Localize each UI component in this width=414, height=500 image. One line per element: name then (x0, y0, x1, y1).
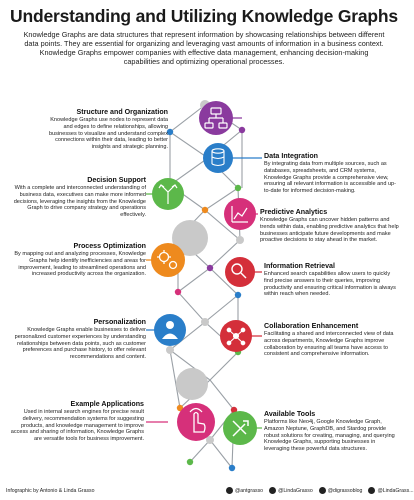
intro-paragraph: Knowledge Graphs are data structures that represent information by showcasing relationships between different data points. They are essential for organizing and leveraging vast amounts of information in a business context. Knowledge Graphs empower companies with effective data management, enhancing decision-making capabilities and optimizing operational processes. (23, 30, 385, 66)
section-title: Data Integration (264, 152, 318, 160)
handle-text: @LindaGrasso (278, 487, 313, 494)
node-integration (203, 143, 233, 173)
node-personalization (154, 314, 186, 346)
instagram-icon (269, 487, 276, 494)
handle-text: @LindaGrass... (377, 487, 414, 494)
page-title: Understanding and Utilizing Knowledge Graphs (10, 6, 398, 26)
section-title: Structure and Organization (76, 108, 168, 116)
section-title: Available Tools (264, 410, 316, 418)
section-tools (264, 410, 400, 452)
section-text: Enhanced search capabilities allow users to quickly find precise answers to their queries, improving productivity and ensuring critical information is always within reach when needed. (264, 271, 396, 298)
handle-text: @antgrasso (235, 487, 264, 494)
section-text: Used in internal search engines for precise result delivery, recommendation systems for suggesting products, and knowledge management to improve access and sharing of information, Knowledge Graphs are versatile tools for business improvement. (10, 409, 144, 442)
section-examples (10, 400, 144, 442)
blog-icon (319, 487, 326, 494)
section-title: Collaboration Enhancement (264, 322, 359, 330)
linkedin-icon (368, 487, 375, 494)
graph-node (201, 318, 209, 326)
graph-node (175, 289, 181, 295)
section-text: Knowledge Graphs use nodes to represent data and edges to define relationships, allowing businesses to visualize and understand complex connections within their data, leading to better insights and strategic planning. (48, 117, 168, 150)
graph-node (236, 236, 244, 244)
section-text: With a complete and interconnected understanding of business data, executives can make more informed decisions, leveraging the insights from the Knowledge Graph to drive company strategy and operations effectively. (13, 185, 146, 218)
section-text: By mapping out and analyzing processes, Knowledge Graphs help identify inefficiencies and areas for improvement, leading to streamlined operations and increased productivity across the organization. (14, 251, 146, 278)
section-text: Platforms like Neo4j, Google Knowledge Graph, Amazon Neptune, GraphDB, and Stardog provide robust solutions for creating, managing, and querying Knowledge Graphs, supporting businesses in leveraging these powerful data structures. (264, 419, 395, 452)
section-integration (264, 152, 400, 194)
node-process (151, 243, 185, 277)
social-handle[interactable] (319, 487, 363, 494)
node-retrieval (225, 257, 255, 287)
graph-node (176, 368, 208, 400)
social-handle[interactable] (269, 487, 313, 494)
section-retrieval (264, 262, 400, 298)
node-collaboration (220, 320, 252, 352)
node-decision (152, 178, 184, 210)
footer-credit: Infographic by Antonio & Linda Grasso (6, 488, 95, 494)
node-tools (223, 411, 257, 445)
section-structure (40, 108, 168, 150)
social-handle[interactable] (226, 487, 263, 494)
section-decision (10, 176, 146, 218)
section-collaboration (264, 322, 400, 358)
x-icon (226, 487, 233, 494)
graph-node (235, 292, 241, 298)
section-predictive (260, 208, 400, 244)
footer-socials (226, 487, 414, 494)
node-examples (177, 403, 215, 441)
node-structure (199, 101, 233, 135)
graph-node (187, 459, 193, 465)
section-title: Personalization (93, 318, 146, 326)
graph-node (207, 265, 213, 271)
section-process (14, 242, 146, 278)
social-handle[interactable] (368, 487, 413, 494)
graph-node (202, 207, 208, 213)
handle-text: @digrassoblog (327, 487, 363, 494)
graph-node (239, 127, 245, 133)
section-personalization (10, 318, 146, 360)
section-title: Predictive Analytics (260, 208, 328, 216)
section-text: Facilitating a shared and interconnected view of data across departments, Knowledge Graphs improve collaboration by ensuring all teams have access to consistent and comprehensive information. (264, 331, 394, 358)
section-title: Process Optimization (73, 242, 146, 250)
section-text: Knowledge Graphs can uncover hidden patterns and trends within data, enabling predictive analytics that help businesses anticipate future developments and make proactive decisions to stay ahead in the market. (260, 217, 399, 244)
section-title: Example Applications (70, 400, 144, 408)
section-text: By integrating data from multiple sources, such as databases, spreadsheets, and CRM systems, Knowledge Graphs provide a comprehensive view, ensuring all relevant information is accessible and up-to-date for informed decision-making. (264, 161, 396, 194)
section-title: Decision Support (87, 176, 146, 184)
graph-node (166, 346, 174, 354)
graph-node (235, 185, 241, 191)
section-text: Knowledge Graphs enable businesses to deliver personalized customer experiences by understanding relationships between data points, such as customer preferences and purchase history, to offer relevant recommendations and content. (14, 327, 146, 360)
node-predictive (224, 198, 256, 230)
section-title: Information Retrieval (264, 262, 335, 270)
graph-node (229, 465, 235, 471)
